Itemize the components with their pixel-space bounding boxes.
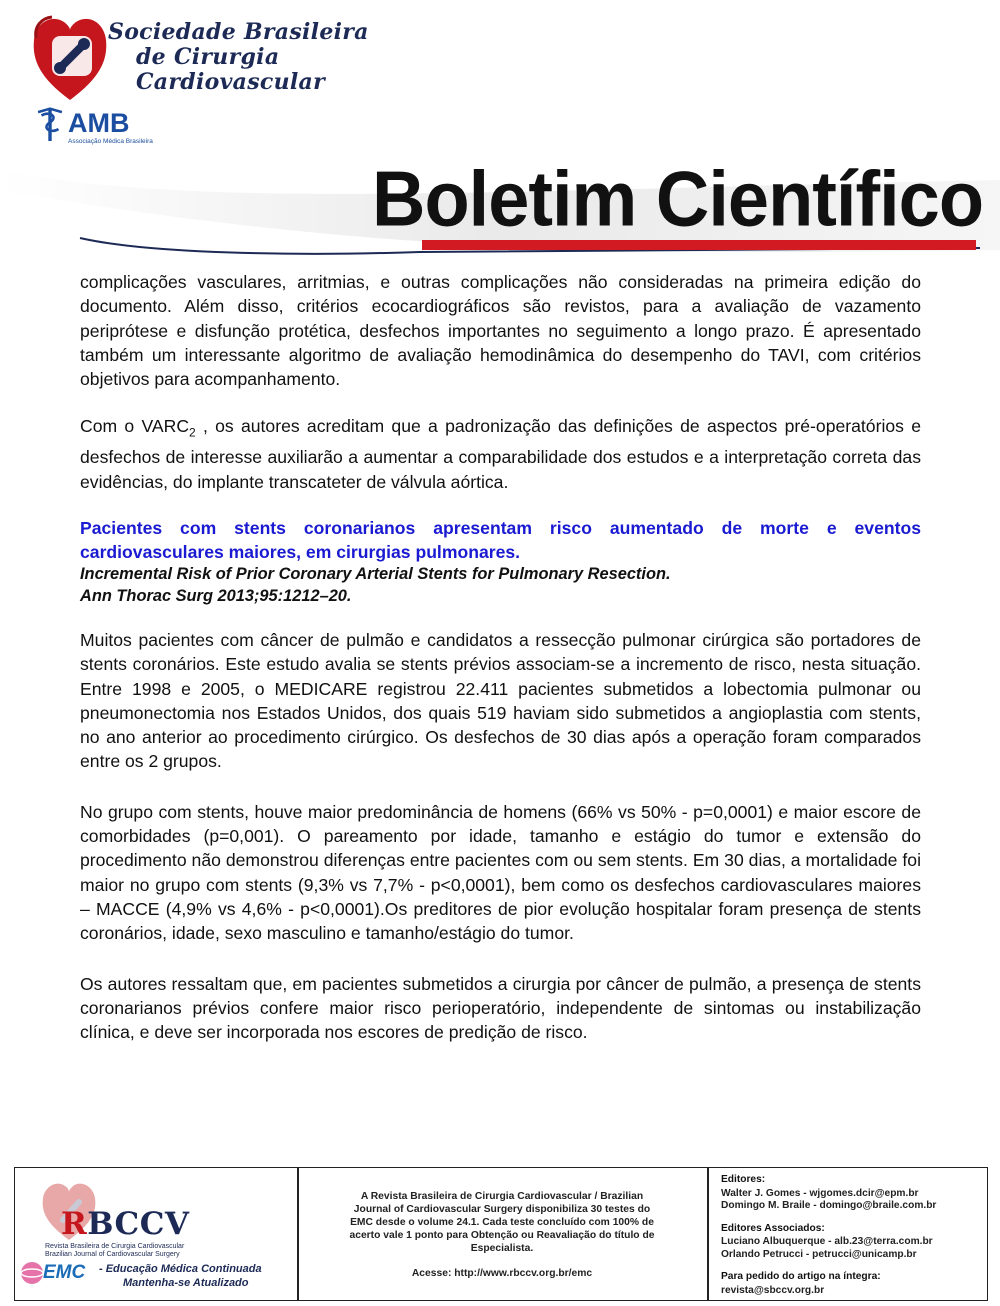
emc-notice-text: A Revista Brasileira de Cirurgia Cardiovascular / Brazilian Journal of Cardiovascular Surgery disponibiliza 30 testes do EMC desde o volume 24.1. Cada teste concluído com 100% de acerto vale 1 ponto para Obtenção ou Reavaliação do título de Especialista.	[349, 1191, 655, 1254]
editor-entry: Domingo M. Braile - domingo@braile.com.br	[721, 1200, 937, 1211]
rbccv-subtitle	[45, 1243, 184, 1259]
rbccv-rest: BCCV	[87, 1206, 190, 1242]
footer-divider	[707, 1168, 709, 1300]
emc-access-link[interactable]: Acesse: http://www.rbccv.org.br/emc	[411, 1268, 593, 1279]
associate-editors-heading: Editores Associados:	[721, 1222, 825, 1234]
intro-section	[80, 270, 921, 494]
rbccv-logo-text	[61, 1206, 189, 1242]
varc-prefix: Com o VARC	[80, 416, 190, 437]
rbccv-subtitle-pt: Revista Brasileira de Cirurgia Cardiovascular	[45, 1243, 185, 1250]
article-paragraph: No grupo com stents, houve maior predominância de homens (66% vs 50% - p=0,0001) e maior escore de comorbidades (p=0,001). O pareamento por idade, tamanho e estágio do tumor e extensão do procedimento não demonstrou diferenças entre pacientes com ou sem stents. Em 30 dias, a mortalidade foi maior no grupo com stents (9,3% vs 7,7% - p<0,0001), bem como os desfechos cardiovasculares maiores – MACCE (4,9% vs 4,6% - p<0,0001).Os preditores de pior evolução hospitalar foram presença de stents coronários, idade, sexo masculino e tamanho/estágio do tumor.	[80, 801, 921, 944]
article-paragraph: Muitos pacientes com câncer de pulmão e candidatos a ressecção pulmonar cirúrgica são portadores de stents coronários. Este estudo avalia se stents prévios associam-se a incremento de risco, nesta situação. Entre 1998 e 2005, o MEDICARE registrou 22.411 pacientes submetidos a lobectomia pulmonar ou pneumonectomia nos Estados Unidos, dos quais 519 haviam sido submetidos a angioplastia com stents, no ano anterior ao procedimento cirúrgico. Os desfechos de 30 dias após a operação foram comparados entre os 2 grupos.	[80, 630, 921, 772]
rbccv-r-letter: R	[61, 1206, 88, 1242]
emc-line-2: Mantenha-se Atualizado	[123, 1276, 249, 1289]
footer-box	[14, 1167, 988, 1301]
order-heading: Para pedido do artigo na íntegra:	[721, 1271, 881, 1282]
society-line-3: Cardiovascular	[136, 69, 325, 95]
editor-entry: Walter J. Gomes - wjgomes.dcir@epm.br	[721, 1187, 919, 1199]
varc-subscript: 2	[189, 426, 196, 440]
sbccv-heart-logo	[30, 8, 110, 108]
intro-paragraph-1: complicações vasculares, arritmias, e outras complicações não consideradas na primeira edição do documento. Além disso, critérios ecocardiográficos são revistos, para a avaliação de vazamento periprótese e disfunção protética, desfechos importantes no seguimento a longo prazo. É apresentado também um interessante algoritmo de avaliação hemodinâmica do desempenho do TAVI, com critérios objetivos para acompanhamento.	[80, 272, 921, 390]
article-citation: Ann Thorac Surg 2013;95:1212–20.	[80, 586, 352, 605]
article-subtitle: Incremental Risk of Prior Coronary Arterial Stents for Pulmonary Resection.	[80, 565, 671, 583]
footer-editors	[721, 1174, 983, 1297]
article-heading-block	[80, 516, 921, 607]
article-paragraph: Os autores ressaltam que, em pacientes submetidos a cirurgia por câncer de pulmão, a presença de stents coronarianos prévios confere maior risco perioperatório, independente de sintomas ou instabilização clínica, e deve ser incorporada nos escores de predição de risco.	[80, 973, 921, 1043]
amb-caduceus-logo	[33, 104, 67, 144]
article-body	[80, 628, 921, 1070]
amb-label: AMB	[68, 108, 130, 138]
emc-description	[99, 1263, 262, 1290]
intro-paragraph-2-text: , os autores acreditam que a padronização das definições de aspectos pré-operatórios e desfechos de interesse auxiliarão a aumentar a comparabilidade dos estudos e a interpretação correta das evidências, do implante transcateter de válvula aórtica.	[80, 416, 921, 492]
bulletin-header	[0, 0, 1000, 262]
footer-divider	[297, 1168, 299, 1300]
article-title: Pacientes com stents coronarianos apresentam risco aumentado de morte e eventos cardiovasculares maiores, em cirurgias pulmonares.	[80, 518, 921, 562]
society-line-2: de Cirurgia	[136, 44, 280, 70]
society-line-1: Sociedade Brasileira	[108, 19, 369, 45]
editors-heading: Editores:	[721, 1174, 766, 1185]
emc-line-1: - Educação Médica Continuada	[99, 1263, 262, 1275]
society-name	[108, 20, 369, 95]
associate-editor-entry: Luciano Albuquerque - alb.23@terra.com.br	[721, 1236, 933, 1247]
intro-paragraph-2	[80, 414, 921, 493]
rbccv-subtitle-en: Brazilian Journal of Cardiovascular Surgery	[45, 1251, 180, 1258]
amb-subtitle: Associação Médica Brasileira	[68, 138, 153, 145]
footer-emc-notice	[343, 1190, 661, 1280]
emc-label: EMC	[43, 1262, 86, 1283]
associate-editor-entry: Orlando Petrucci - petrucci@unicamp.br	[721, 1248, 917, 1260]
bulletin-title: Boletim Científico	[372, 155, 984, 243]
order-email[interactable]: revista@sbccv.org.br	[721, 1284, 825, 1296]
